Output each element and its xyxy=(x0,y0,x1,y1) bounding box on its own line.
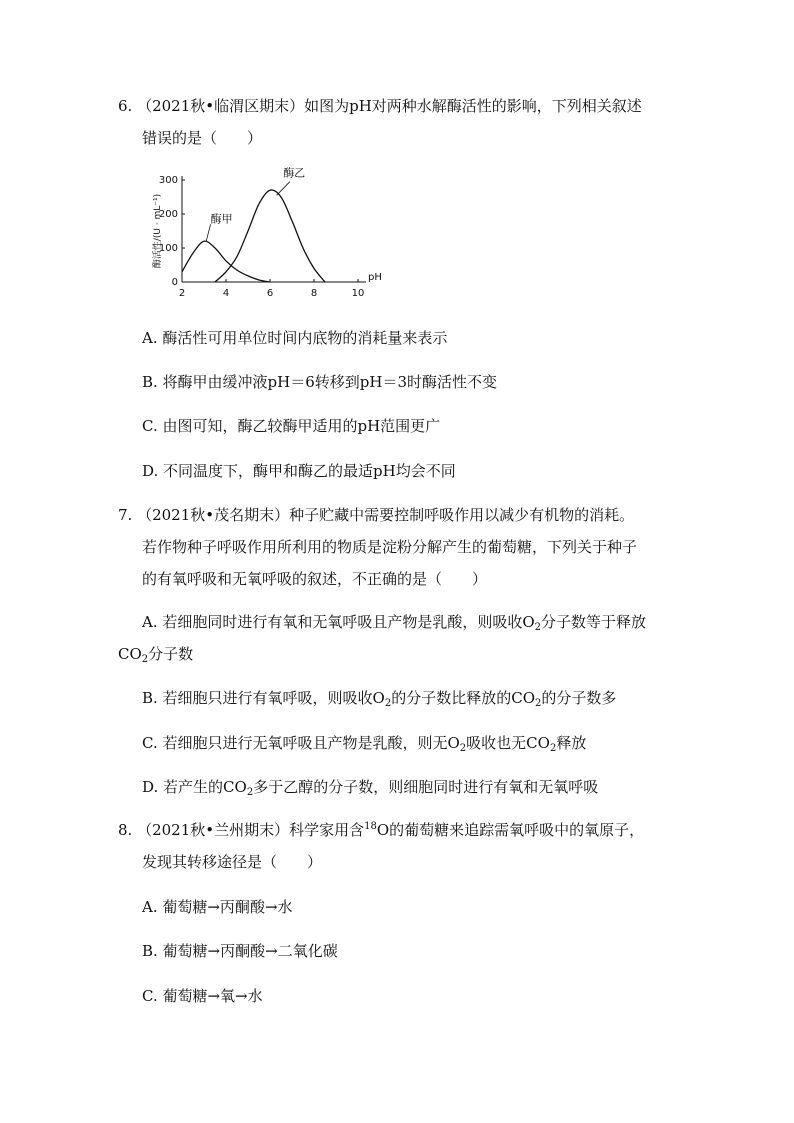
q7-stem-line3: 的有氧呼吸和无氧呼吸的叙述，不正确的是（ ） xyxy=(142,570,488,588)
q6-stem-line1: 6. （2021秋•临渭区期末）如图为pH对两种水解酶活性的影响，下列相关叙述 xyxy=(118,97,642,115)
q7-option-a-line2: $CO_2$分子数 xyxy=(118,645,194,665)
x-tick-label: 8 xyxy=(310,288,318,299)
q8-stem-line2: 发现其转移途径是（ ） xyxy=(142,853,323,871)
q8-stem-line1: 8. （2021秋•兰州期末）科学家用含$^{18}$O的葡萄糖来追踪需氧呼吸中的氧原子， xyxy=(118,821,645,839)
label-leader-yi xyxy=(277,182,290,196)
y-tick-label: 0 xyxy=(171,277,178,288)
q7-option-b: B. 若细胞只进行有氧呼吸，则吸收$O_2$的分子数比释放的$CO_2$的分子数多 xyxy=(142,689,617,709)
x-axis-label: pH xyxy=(368,272,382,283)
q8-option-a: A. 葡萄糖→丙酮酸→水 xyxy=(142,898,293,916)
q6-option-b: B. 将酶甲由缓冲液pH＝6转移到pH＝3时酶活性不变 xyxy=(142,373,498,391)
enzyme-activity-chart xyxy=(153,166,398,308)
curve-enzyme-yi xyxy=(215,190,325,282)
y-tick-label: 300 xyxy=(158,175,178,186)
q7-option-a-line1: A. 若细胞同时进行有氧和无氧呼吸且产物是乳酸，则吸收$O_2$分子数等于释放 xyxy=(142,613,647,633)
x-tick-label: 2 xyxy=(178,288,186,299)
q8-option-c: C. 葡萄糖→氧→水 xyxy=(142,987,263,1005)
q7-stem-line1: 7. （2021秋•茂名期末）种子贮藏中需要控制呼吸作用以减少有机物的消耗。 xyxy=(118,506,635,524)
y-tick-label: 100 xyxy=(158,243,178,254)
label-leader-jia xyxy=(206,224,210,241)
y-axis-label: 酶活性/(U · mL⁻¹) xyxy=(153,193,163,269)
q6-option-d: D. 不同温度下，酶甲和酶乙的最适pH均会不同 xyxy=(142,462,456,480)
q8-option-b: B. 葡萄糖→丙酮酸→二氧化碳 xyxy=(142,942,338,960)
q7-stem-line2: 若作物种子呼吸作用所利用的物质是淀粉分解产生的葡萄糖，下列关于种子 xyxy=(142,538,638,556)
q6-stem-line2: 错误的是（ ） xyxy=(142,129,263,147)
q6-option-a: A. 酶活性可用单位时间内底物的消耗量来表示 xyxy=(142,329,448,347)
x-tick-label: 10 xyxy=(351,288,365,299)
q7-option-d: D. 若产生的$CO_2$多于乙醇的分子数，则细胞同时进行有氧和无氧呼吸 xyxy=(142,778,599,798)
y-tick-label: 200 xyxy=(158,209,178,220)
curve-enzyme-jia xyxy=(182,241,270,282)
series-label-yi: 酶乙 xyxy=(283,166,306,180)
x-tick-label: 6 xyxy=(266,288,274,299)
q7-option-c: C. 若细胞只进行无氧呼吸且产物是乳酸，则无$O_2$吸收也无$CO_2$释放 xyxy=(142,734,587,754)
x-tick-label: 4 xyxy=(222,288,230,299)
q6-option-c: C. 由图可知，酶乙较酶甲适用的pH范围更广 xyxy=(142,417,441,435)
series-label-jia: 酶甲 xyxy=(210,212,233,226)
